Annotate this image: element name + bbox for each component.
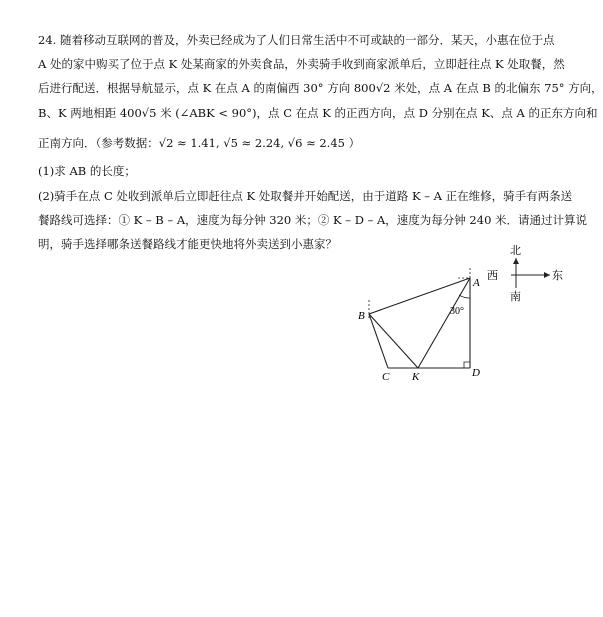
compass-west: 西: [487, 270, 498, 282]
problem-number: 24.: [38, 33, 57, 47]
problem-line-2: A 处的家中购买了位于点 K 处某商家的外卖食品，外卖骑手收到商家派单后，立即赶往点 K 处取餐，然: [38, 57, 565, 71]
angle-label: 30°: [450, 306, 464, 317]
point-k: K: [412, 371, 420, 383]
compass: [487, 244, 563, 303]
angle-arc: [459, 295, 470, 298]
point-b: B: [358, 310, 365, 322]
point-a: A: [473, 277, 480, 289]
compass-north: 北: [510, 245, 521, 257]
question-2-line-1: (2)骑手在点 C 处收到派单后立即赶往点 K 处取餐并开始配送，由于道路 K – A 正在维修，骑手有两条送: [38, 189, 573, 203]
point-d: D: [472, 367, 480, 379]
problem-line-4: B、K 两地相距 400√5 米 (∠ABK < 90°)，点 C 在点 K 的正西方向，点 D 分别在点 K、点 A 的正东方向和: [38, 106, 598, 120]
problem-line-3: 后进行配送．根据导航显示，点 K 在点 A 的南偏西 30° 方向 800√2 米处，点 A 在点 B 的北偏东 75° 方向，: [38, 81, 603, 95]
problem-line-5: 正南方向．（参考数据：√2 ≈ 1.41, √5 ≈ 2.24, √6 ≈ 2.45 ）: [38, 136, 361, 150]
point-c: C: [382, 371, 390, 383]
problem-text-1: 随着移动互联网的普及，外卖已经成为了人们日常生活中不可或缺的一部分．某天，小惠在位于点: [59, 33, 555, 47]
triangle-lines: [369, 278, 470, 368]
geometry-figure: [350, 240, 563, 390]
compass-south: 南: [510, 291, 521, 303]
compass-east: 东: [552, 270, 563, 282]
question-2-line-3: 明，骑手选择哪条送餐路线才能更快地将外卖送到小惠家？: [38, 237, 337, 251]
question-2-line-2: 餐路线可选择：① K – B – A，速度为每分钟 320 米；② K – D – A，速度为每分钟 240 米．请通过计算说: [38, 213, 588, 227]
problem-line-1: [38, 32, 554, 48]
right-angle-marker: [464, 362, 470, 368]
question-1: (1)求 AB 的长度；: [38, 164, 136, 178]
